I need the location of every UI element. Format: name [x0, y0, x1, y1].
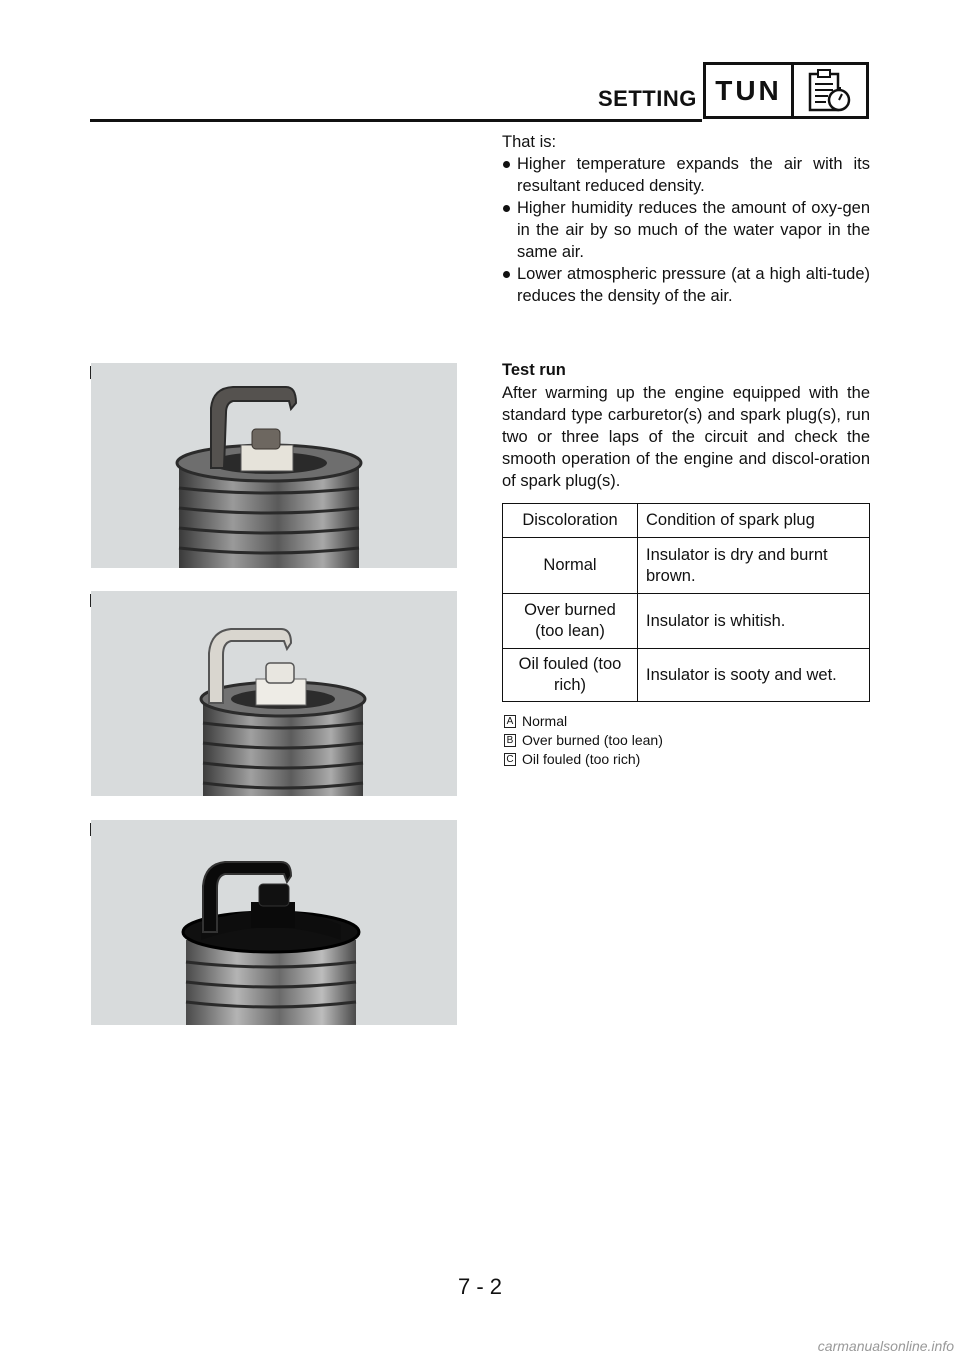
test-run-heading: Test run	[502, 361, 566, 379]
section-tab	[703, 62, 869, 119]
legend-item	[504, 712, 663, 731]
table-row	[503, 594, 870, 649]
test-run-section	[502, 359, 870, 492]
list-item	[502, 263, 870, 307]
legend-item	[504, 750, 663, 769]
table-cell: Over burned (too lean)	[503, 594, 638, 649]
legend-label: Over burned (too lean)	[522, 732, 663, 748]
legend-key: C	[504, 753, 516, 766]
legend-key: B	[504, 734, 516, 747]
intro-section	[502, 131, 870, 307]
table-header-cell: Discoloration	[503, 504, 638, 538]
spark-plug-table	[502, 503, 870, 702]
test-run-body: After warming up the engine equipped with the standard type carburetor(s) and spark plug(s), run two or three laps of the circuit and check the smooth operation of the engine and discol-oration of spark plug(s).	[502, 384, 870, 490]
list-item-text: Lower atmospheric pressure (at a high alti-tude) reduces the density of the air.	[517, 265, 870, 305]
section-code: TUN	[706, 65, 794, 116]
bullet-icon	[503, 271, 510, 278]
table-cell: Insulator is sooty and wet.	[638, 649, 870, 702]
legend-key: A	[504, 715, 516, 728]
intro-lead: That is:	[502, 133, 557, 151]
bullet-icon	[503, 205, 510, 212]
legend-label: Oil fouled (too rich)	[522, 751, 641, 767]
table-row	[503, 649, 870, 702]
spark-plug-photo-over-burned	[91, 591, 457, 796]
list-item	[502, 153, 870, 197]
bullet-icon	[503, 161, 510, 168]
figure-legend	[504, 712, 663, 769]
intro-bullet-list	[502, 153, 870, 307]
table-cell: Insulator is dry and burnt brown.	[638, 538, 870, 594]
table-cell: Normal	[503, 538, 638, 594]
table-cell: Insulator is whitish.	[638, 594, 870, 649]
watermark: carmanualsonline.info	[817, 1338, 954, 1354]
table-row	[503, 538, 870, 594]
section-title: SETTING	[598, 86, 697, 111]
list-item-text: Higher temperature expands the air with its resultant reduced density.	[517, 155, 870, 195]
spark-plug-photo-normal	[91, 363, 457, 568]
table-cell: Oil fouled (too rich)	[503, 649, 638, 702]
list-item	[502, 197, 870, 263]
list-item-text: Higher humidity reduces the amount of oxy-gen in the air by so much of the water vapor in the same air.	[517, 199, 870, 261]
table-header-cell: Condition of spark plug	[638, 504, 870, 538]
page-number: 7 - 2	[457, 1274, 503, 1299]
legend-label: Normal	[522, 713, 568, 729]
table-header-row	[503, 504, 870, 538]
spark-plug-photo-oil-fouled	[91, 820, 457, 1025]
legend-item	[504, 731, 663, 750]
clipboard-stopwatch-icon	[794, 65, 866, 116]
header-rule	[90, 119, 702, 122]
